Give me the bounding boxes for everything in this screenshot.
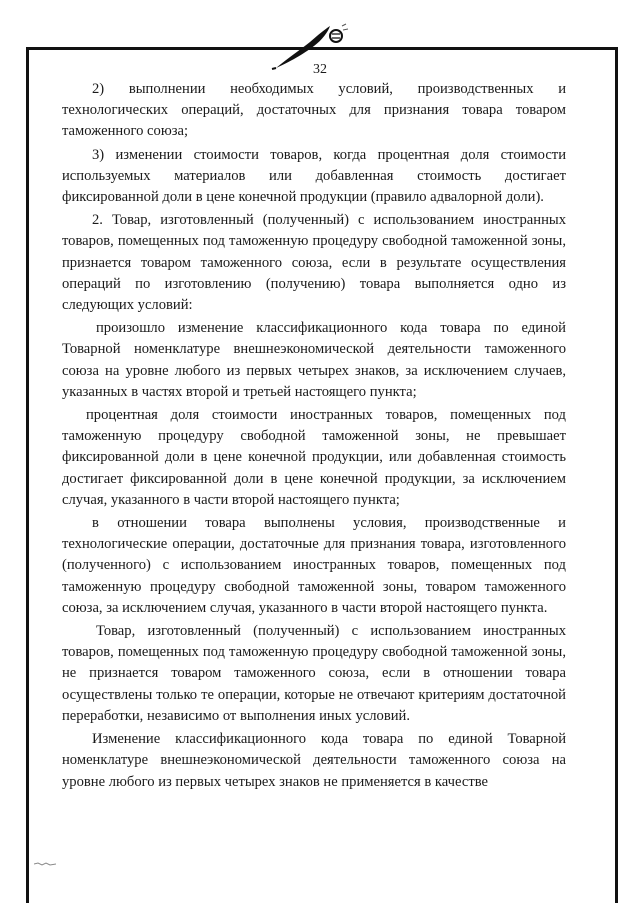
scan-mark-icon	[34, 862, 56, 866]
paragraph: 2) выполнении необходимых условий, производственных и технологических операций, достаточных для признания товара товаром таможенного союза;	[62, 81, 566, 140]
paragraph: Изменение классификационного кода товара по единой Товарной номенклатуре внешнеэкономической деятельности таможенного союза на уровне любого из первых четырех знаков не применяется в качестве	[62, 731, 566, 790]
paragraph: 3) изменении стоимости товаров, когда процентная доля стоимости используемых материалов или добавленная стоимость достигает фиксированной доли в цене конечной продукции (правило адвалорной доли).	[62, 146, 566, 206]
paragraph: произошло изменение классификационного кода товара по единой Товарной номенклатуре внешнеэкономической деятельности таможенного союза на уровне любого из первых четырех знаков, за исключением случаев, указанных в частях второй и третьей настоящего пункта;	[62, 320, 566, 400]
paragraph: в отношении товара выполнены условия, производственные и технологические операции, достаточные для признания товара, изготовленного (полученного) с использованием иностранных товаров, помещенных под таможенную процедуру свободной таможенной зоны, товаром таможенного союза, за исключением случая, указанного в части второй настоящего пункта.	[62, 515, 566, 616]
paragraph: процентная доля стоимости иностранных товаров, помещенных под таможенную процедуру свободной таможенной зоны, не превышает фиксированной доли в цене конечной продукции, или добавленная стоимость достигает фиксированной доли в цене конечной продукции, за исключением случая, указанного в части второй настоящего пункта;	[62, 407, 566, 508]
document-body	[62, 79, 566, 793]
paragraph: 2. Товар, изготовленный (полученный) с использованием иностранных товаров, помещенных под таможенную процедуру свободной таможенной зоны, признается товаром таможенного союза, если в результате осуществления операций по изготовлению (получению) товара выполняется одно из следующих условий:	[62, 212, 566, 314]
paragraph: Товар, изготовленный (полученный) с использованием иностранных товаров, помещенных под таможенную процедуру свободной таможенной зоны, не признается товаром таможенного союза, если в отношении товара осуществлены только те операции, которые не отвечают критериям достаточной переработки, независимо от выполнения иных условий.	[62, 623, 566, 724]
page-number: 32	[313, 62, 327, 77]
